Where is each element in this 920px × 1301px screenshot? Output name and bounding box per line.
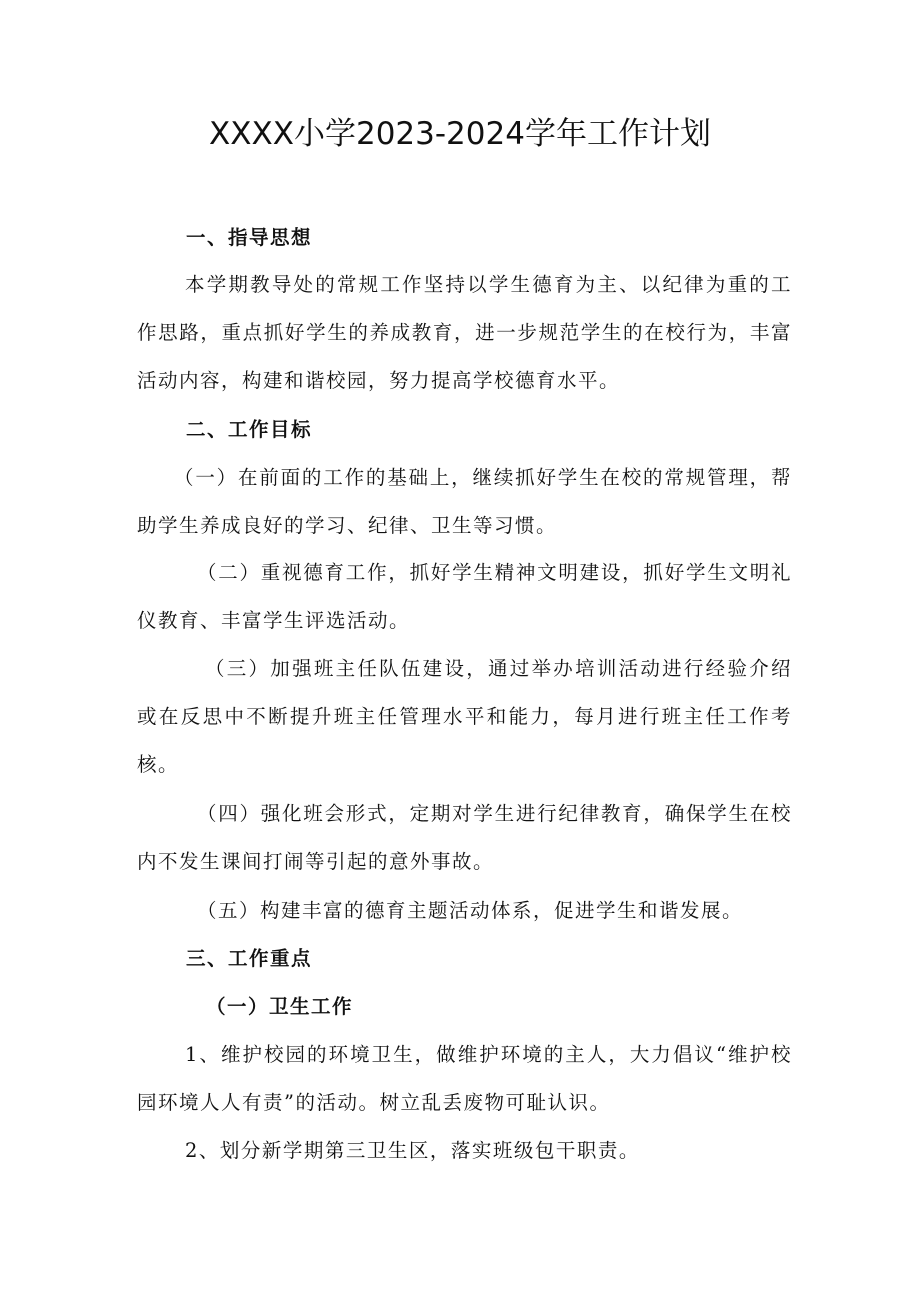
paragraph-hygiene-2: 2、划分新学期第三卫生区，落实班级包干职责。 xyxy=(185,1139,640,1162)
section-heading-work-goals: 二、工作目标 xyxy=(186,418,313,441)
paragraph-hygiene-1: 1、维护校园的环境卫生，做维护环境的主人，大力倡议“维护校园环境人人有责”的活动。树立乱丢废物可耻认识。 xyxy=(137,1043,792,1114)
section-heading-work-focus: 三、工作重点 xyxy=(186,947,313,970)
document-title: XXXX小学2023-2024学年工作计划 xyxy=(209,116,711,152)
paragraph-goal-1: （一）在前面的工作的基础上，继续抓好学生在校的常规管理，帮助学生养成良好的学习、纪律、卫生等习惯。 xyxy=(137,466,792,537)
paragraph-goal-2: （二）重视德育工作，抓好学生精神文明建设，抓好学生文明礼仪教育、丰富学生评选活动。 xyxy=(137,561,792,632)
subheading-hygiene-work: （一）卫生工作 xyxy=(206,995,354,1018)
paragraph-goal-5: （五）构建丰富的德育主题活动体系，促进学生和谐发展。 xyxy=(197,899,744,922)
section-heading-guiding-ideology: 一、指导思想 xyxy=(186,226,313,249)
paragraph-guiding-ideology: 本学期教导处的常规工作坚持以学生德育为主、以纪律为重的工作思路，重点抓好学生的养成教育，进一步规范学生的在校行为，丰富活动内容，构建和谐校园，努力提高学校德育水平。 xyxy=(137,273,792,392)
paragraph-goal-4: （四）强化班会形式，定期对学生进行纪律教育，确保学生在校内不发生课间打闹等引起的意外事故。 xyxy=(137,802,792,873)
paragraph-goal-3: （三）加强班主任队伍建设，通过举办培训活动进行经验介绍或在反思中不断提升班主任管理水平和能力，每月进行班主任工作考核。 xyxy=(137,657,792,776)
